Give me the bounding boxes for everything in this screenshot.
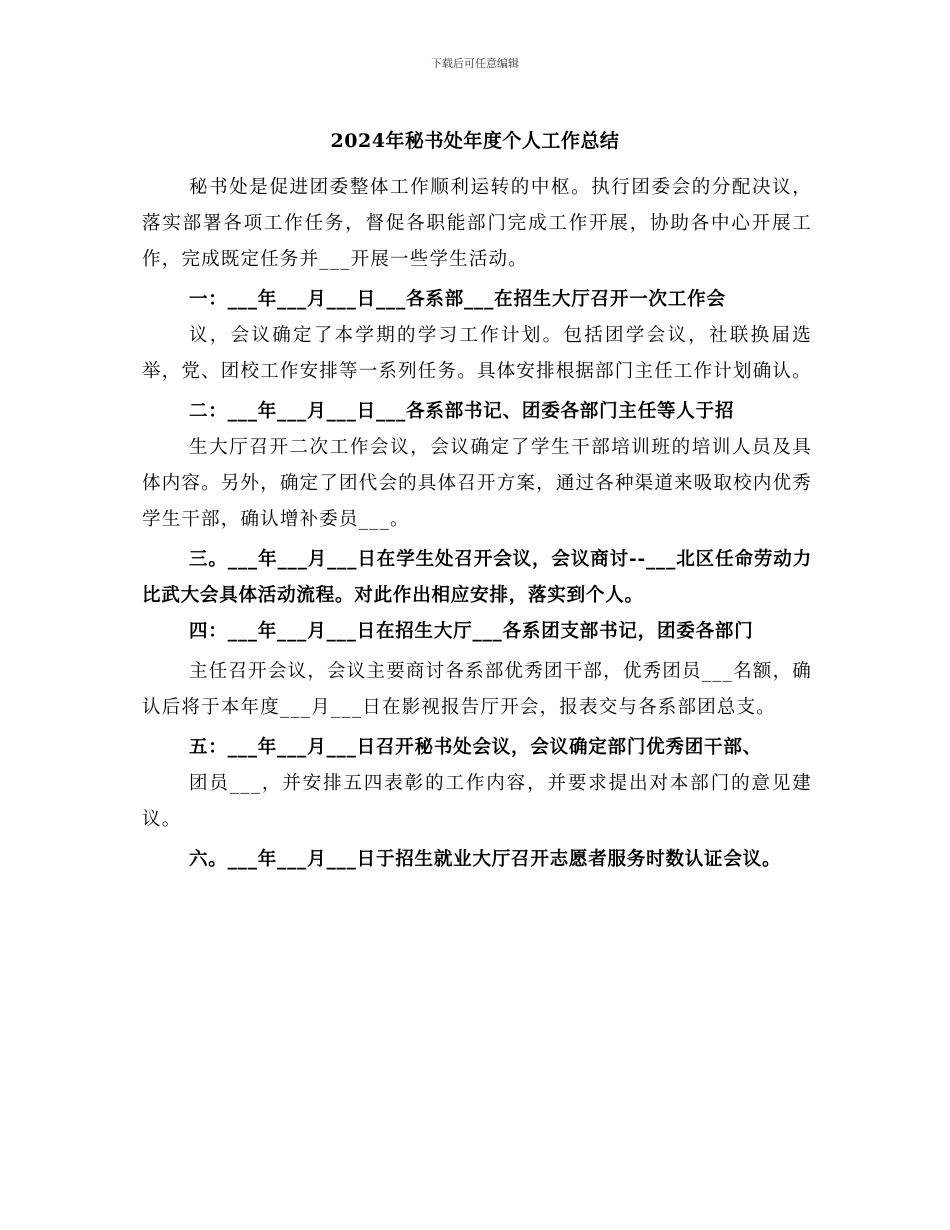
header-note: 下载后可任意编辑: [431, 57, 519, 70]
paragraph-item-1-heading: 一：___年___月___日___各系部___在招生大厅召开一次工作会: [189, 289, 726, 310]
document-body: [142, 170, 812, 878]
paragraph-item-1-body: 议，会议确定了本学期的学习工作计划。包括团学会议，社联换届选举，党、团校工作安排等一系列任务。具体安排根据部门主任工作计划确认。: [142, 325, 812, 382]
paragraph-item-3: 三。___年___月___日在学生处召开会议，会议商讨--___北区任命劳动力比武大会具体活动流程。对此作出相应安排，落实到个人。: [142, 549, 812, 606]
paragraph-item-2-body: 生大厅召开二次工作会议，会议确定了学生干部培训班的培训人员及具体内容。另外，确定了团代会的具体召开方案，通过各种渠道来吸取校内优秀学生干部，确认增补委员___。: [142, 437, 812, 530]
document-title: 2024年秘书处年度个人工作总结: [330, 130, 620, 152]
paragraph-intro: 秘书处是促进团委整体工作顺利运转的中枢。执行团委会的分配决议，落实部署各项工作任务，督促各职能部门完成工作开展，协助各中心开展工作，完成既定任务并___开展一些学生活动。: [142, 177, 812, 270]
paragraph-item-5-body: 团员___，并安排五四表彰的工作内容，并要求提出对本部门的意见建议。: [142, 773, 812, 830]
paragraph-item-5-heading: 五：___年___月___日召开秘书处会议，会议确定部门优秀团干部、: [189, 737, 762, 758]
paragraph-item-4-heading: 四：___年___月___日在招生大厅___各系团支部书记，团委各部门: [189, 621, 754, 642]
paragraph-item-2-heading: 二：___年___月___日___各系部书记、团委各部门主任等人于招: [189, 401, 735, 422]
paragraph-item-4-body: 主任召开会议，会议主要商讨各系部优秀团干部，优秀团员___名额，确认后将于本年度___月___日在影视报告厅开会，报表交与各系部团总支。: [142, 661, 812, 718]
paragraph-item-6: 六。___年___月___日于招生就业大厅召开志愿者服务时数认证会议。: [189, 849, 782, 870]
